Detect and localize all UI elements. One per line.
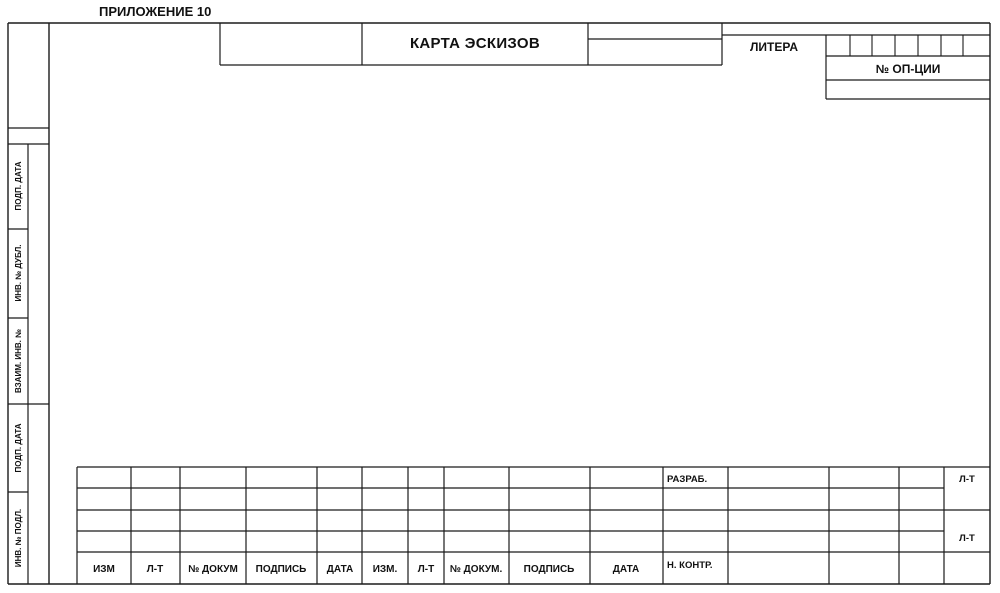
footer-column-date-2: ДАТА — [612, 564, 640, 575]
developed-by-label: РАЗРАБ. — [667, 474, 708, 485]
sheet-label-bottom: Л-Т — [959, 533, 975, 544]
footer-column-document-number: № ДОКУМ — [188, 564, 238, 575]
outer-frame — [8, 23, 990, 584]
footer-column-sheet-2: Л-Т — [417, 564, 435, 575]
litera-label: ЛИТЕРА — [750, 40, 798, 54]
side-stamp-signature-date-1: ПОДП. ДАТА — [14, 161, 23, 211]
sheet-label-top: Л-Т — [959, 474, 975, 485]
side-stamp-original-inventory: ИНВ. № ПОДЛ. — [14, 508, 23, 568]
footer-column-change-2: ИЗМ. — [372, 564, 398, 575]
litera-cells — [850, 35, 963, 56]
norm-control-label: Н. КОНТР. — [667, 560, 713, 571]
appendix-label: ПРИЛОЖЕНИЕ 10 — [99, 4, 212, 19]
form-title: КАРТА ЭСКИЗОВ — [409, 35, 541, 52]
footer-column-signature: ПОДПИСЬ — [255, 564, 307, 575]
footer-column-date: ДАТА — [326, 564, 354, 575]
title-block — [220, 23, 990, 99]
footer-column-change: ИЗМ — [93, 564, 115, 575]
footer-column-signature-2: ПОДПИСЬ — [523, 564, 575, 575]
side-stamp-mutual-inventory: ВЗАИМ. ИНВ. № — [14, 329, 23, 393]
footer-column-document-number-2: № ДОКУМ. — [449, 564, 503, 575]
side-stamp-signature-date-2: ПОДП. ДАТА — [14, 423, 23, 473]
operation-number-label: № ОП-ЦИИ — [875, 62, 941, 76]
side-stamp-duplicate-inventory: ИНВ. № ДУБЛ. — [14, 244, 23, 302]
footer-column-sheet: Л-Т — [146, 564, 164, 575]
